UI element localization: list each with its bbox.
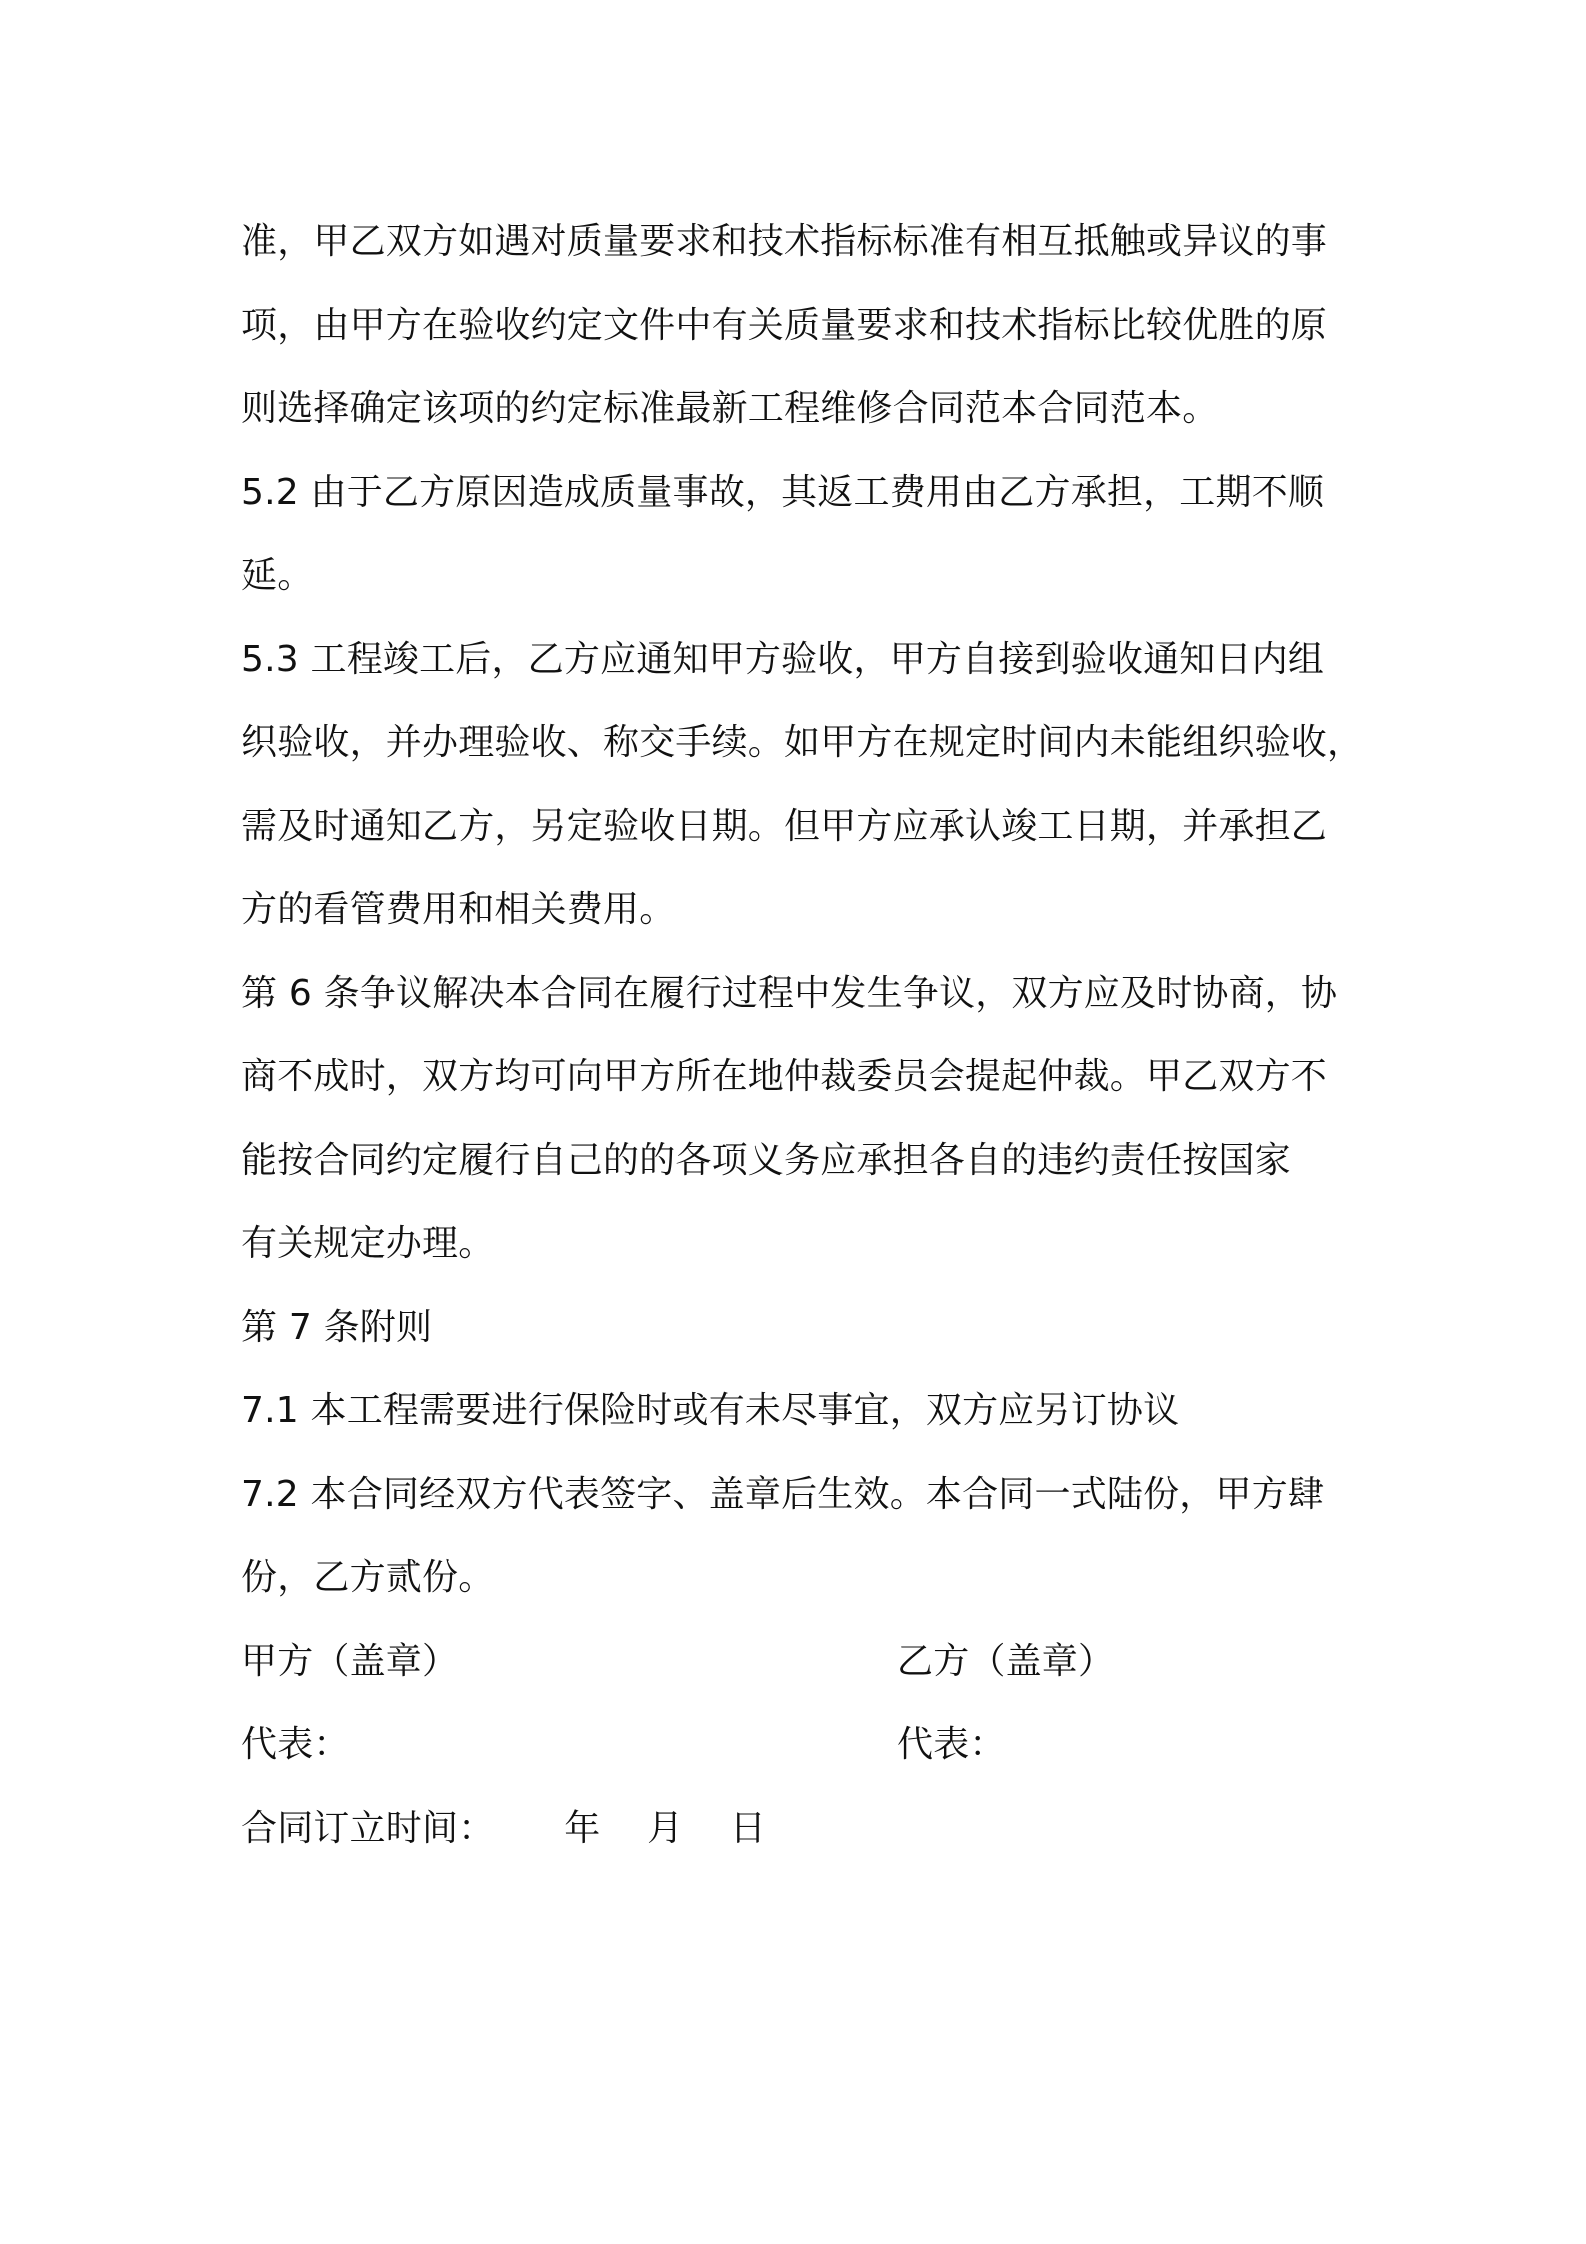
contract-body: [241, 200, 1364, 1870]
date-day-label: 日: [729, 1807, 767, 1849]
text-line: 份，乙方贰份。: [241, 1557, 495, 1598]
article-7-heading: 第 7 条附则: [241, 1306, 433, 1348]
article-6-dispute-resolution: 第 6 条争议解决本合同在履行过程中发生争议，双方应及时协商，协: [241, 972, 1338, 1014]
text-line: 则选择确定该项的约定标准最新工程维修合同范本合同范本。: [241, 388, 1219, 429]
text-line: 延。: [241, 555, 314, 596]
party-b-seal-label: 乙方（盖章）: [897, 1640, 1115, 1682]
party-b-representative-label: 代表：: [897, 1724, 1006, 1765]
text-line: 项，由甲方在验收约定文件中有关质量要求和技术指标比较优胜的原: [241, 304, 1328, 346]
clause-7-2: 7.2 本合同经双方代表签字、盖章后生效。本合同一式陆份，甲方肆: [241, 1473, 1325, 1515]
date-month-label: 月: [647, 1807, 684, 1849]
clause-5-2: 5.2 由于乙方原因造成质量事故，其返工费用由乙方承担，工期不顺: [241, 471, 1325, 513]
text-line: 能按合同约定履行自己的的各项义务应承担各自的违约责任按国家: [241, 1139, 1291, 1181]
party-a-representative-label: 代表：: [241, 1724, 350, 1765]
contract-date-row: [241, 1787, 1357, 1871]
clause-5-3: 5.3 工程竣工后，乙方应通知甲方验收，甲方自接到验收通知日内组: [241, 638, 1325, 680]
representative-row: [241, 1703, 1357, 1787]
text-line: 需及时通知乙方，另定验收日期。但甲方应承认竣工日期，并承担乙: [241, 805, 1328, 847]
text-line: 商不成时，双方均可向甲方所在地仲裁委员会提起仲裁。甲乙双方不: [241, 1056, 1328, 1097]
contract-date-label: 合同订立时间：: [241, 1807, 495, 1849]
text-line: 方的看管费用和相关费用。: [241, 889, 676, 930]
seal-row: [241, 1620, 1357, 1704]
text-line: 织验收，并办理验收、称交手续。如甲方在规定时间内未能组织验收，: [241, 722, 1364, 763]
clause-7-1: 7.1 本工程需要进行保险时或有未尽事宜，双方应另订协议: [241, 1390, 1180, 1431]
text-line: 准，甲乙双方如遇对质量要求和技术指标标准有相互抵触或异议的事: [241, 221, 1328, 262]
text-line: 有关规定办理。: [241, 1223, 495, 1264]
party-a-seal-label: 甲方（盖章）: [241, 1640, 459, 1682]
date-year-label: 年: [564, 1807, 601, 1849]
